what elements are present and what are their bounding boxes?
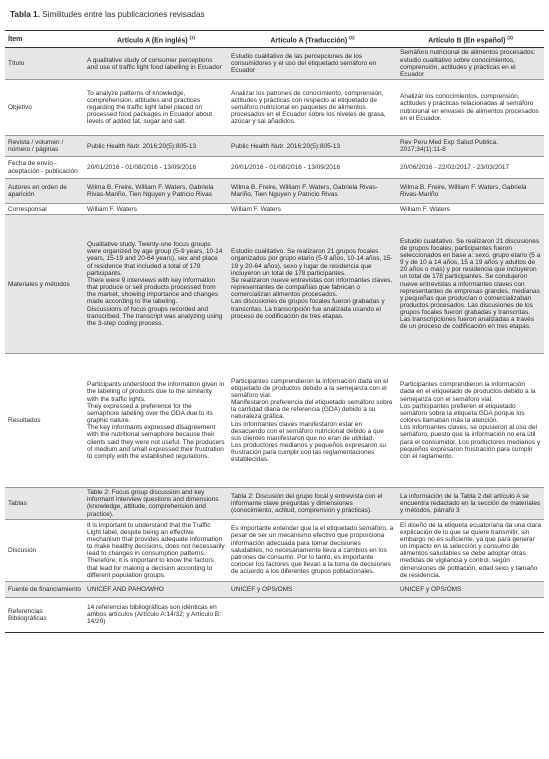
table-row <box>5 179 544 204</box>
caption-label: Tabla 1. <box>10 10 40 19</box>
table-row <box>5 204 544 215</box>
table-row <box>5 80 544 136</box>
header-article-a-tr: Artículo A (Traducción) $^{(1)}$ <box>270 35 355 45</box>
item-cell: Discusión <box>5 519 84 581</box>
header-article-b-es: Artículo B (En español) $^{(2)}$ <box>428 35 513 45</box>
article-a-tr-cell: Analizar los patrones de conocimiento, comprensión, actitudes y prácticas con respecto al etiquetado de semáforo nutricional en paquetes de alimentos procesados en el Ecuador sobre los niveles de grasa, azúcar y sal añadidos. <box>228 80 397 136</box>
article-a-tr-cell <box>228 597 397 632</box>
table-row <box>5 488 544 520</box>
table-body <box>5 48 544 632</box>
item-cell: Corresponsal <box>5 204 84 215</box>
article-a-tr-cell: Public Health Nutr. 2016;20(5):805-13 <box>228 136 397 157</box>
article-a-en-cell: Table 2: Focus group discussion and key informant interview questions and dimensions (knowledge, attitude, comprehension and practice). <box>84 488 228 520</box>
caption-text: Similitudes entre las publicaciones revisadas <box>39 10 205 19</box>
comparison-table <box>5 30 544 633</box>
item-cell: Referencias Bibliográficas <box>5 597 84 632</box>
article-a-en-cell: 20/01/2016 - 01/08/2016 - 13/09/2016 <box>84 157 228 179</box>
item-cell: Fuente de financiamiento <box>5 581 84 597</box>
item-cell: Autores en orden de aparición <box>5 179 84 204</box>
item-cell: Título <box>5 48 84 80</box>
article-b-es-cell: Estudio cualitativo. Se realizaron 21 discusiones de grupos focales; participantes fueron seleccionados en base a: sexo, grupo etario (5 a 9 y de 10 a 14 años, 15 a 19 años y adultos de 20 años o más) y por residencia que incluyeron un total de 178 participantes. Se condujeron nueve entrevistas a informantes claves con representantes de empresas grandes, medianas y pequeñas que producían o comercializaban productos procesados. Las discusiones de los grupos focales fueron grabadas y transcritas. Las transcripciones fueron analizadas a través de un proceso de codificación en tres etapas. <box>397 215 544 354</box>
header-row <box>5 31 544 48</box>
article-a-tr-cell: Es importante entender que la el etiquetado semáforo, a pesar de ser un mecanismo efectivo que proporciona información adecuada para tomar decisiones saludables, no necesariamente lleva a cambios en los patrones de consumo. Por lo tanto, es importante conocer los factores que llevan a la toma de decisiones de acuerdo a los diferentes grupos poblacionales. <box>228 519 397 581</box>
table-row <box>5 597 544 632</box>
article-b-es-cell: Analizar los conocimientos, comprensión, actitudes y prácticas relacionadas al semáforo nutricional en envases de alimentos procesados en el Ecuador. <box>397 80 544 136</box>
article-a-en-cell: To analyze patterns of knowledge, comprehension, attitudes and practices regarding the traffic light label placed on processed food packages in Ecuador about levels of added fat, sugar and salt. <box>84 80 228 136</box>
table-row <box>5 136 544 157</box>
article-b-es-cell: Wilma B. Freire, William F. Waters, Gabriela Rivas-Mariño <box>397 179 544 204</box>
article-b-es-cell: Participantes comprendieron la información dada en el etiquetado de productos debido a la semejanza con el semáforo vial. Los participantes prefieren el etiquetado semáforo sobre la etiqueta GDA porque los colores llamaban más la atención. Los informantes claves, se opusieron al uso del semáforo, puesto que la información no era útil para el consumidor. Los productores medianos y pequeños expresaron frustración para cumplir con el reglamento. <box>397 354 544 488</box>
table-row <box>5 215 544 354</box>
article-a-en-cell: William F. Waters <box>84 204 228 215</box>
article-a-tr-cell: Estudio cualitativo. Se realizaron 21 grupos focales organizados por grupo etario (5-9 años, 10-14 años, 15-19 y 20-64 años), sexo y lugar de residencia que incluyeron un total de 178 participantes. Se realizaron nueve entrevistas con informantes claves, representantes de compañías que fabrican o comercializan alimentos procesados. Las discusiones de grupos focales fueron grabadas y transcritas. La transcripción fue analizada usando el proceso de codificación de tres etapas. <box>228 215 397 354</box>
article-a-en-cell: A qualitative study of consumer perceptions and use of traffic light food labelling in Ecuador <box>84 48 228 80</box>
table-header <box>5 31 544 48</box>
article-a-en-cell: Qualitative study. Twenty-one focus groups were organized by age group (5-9 years, 10-14 years, 15-19 and 20-64 years), sex and place of residence that included a total of 178 participants. There were 9 interviews with key information that produce or sell products processed from the market, showing importance and changes made according to the labeling. Discussions of focus groups recorded and transcribed. The transcript was analyzing using the 3-step coding process. <box>84 215 228 354</box>
item-cell: Materiales y métodos <box>5 215 84 354</box>
article-a-tr-cell: 20/01/2016 - 01/08/2016 - 13/09/2016 <box>228 157 397 179</box>
article-b-es-cell: Rev Peru Med Exp Salud Publica. 2017;34(1):11-8 <box>397 136 544 157</box>
article-a-tr-cell: Wilma B. Freire, William F. Waters, Gabriela Rivas-Mariño, Tien Nguyen y Patricio Rivas <box>228 179 397 204</box>
article-a-tr-cell: UNICEF y OPS/OMS <box>228 581 397 597</box>
article-a-en-cell: Public Health Nutr. 2016;20(5):805-13 <box>84 136 228 157</box>
article-a-en-cell: It is important to understand that the Traffic Light label, despite being an effective mechanism that provides adequate information to make healthy decisions, does not necessarily lead to changes in consumption patterns. Therefore, it is important to know the factors that lead for making a decision according to different population groups. <box>84 519 228 581</box>
table-row <box>5 581 544 597</box>
article-b-es-cell: William F. Waters <box>397 204 544 215</box>
item-cell: Tablas <box>5 488 84 520</box>
item-cell: Resultados <box>5 354 84 488</box>
article-a-tr-cell: Tabla 2: Discusión del grupo focal y entrevista con el informante clave preguntas y dimensiones (conocimiento, actitud, comprensión y prácticas). <box>228 488 397 520</box>
item-cell: Fecha de envío - aceptación - publicación <box>5 157 84 179</box>
header-item: Ítem <box>8 35 23 43</box>
article-a-tr-cell: Participantes comprendieron la información dada en el etiquetado de productos debido a la semejanza con el semáforo vial. Manifestaron preferencia del etiquetado semáforo sobre la cantidad diaria de referencia (GDA) debido a su naturaleza gráfica. Los informantes claves manifestaron estar en desacuerdo con el semáforo nutricional debido a que sus clientes manifestaron que no eran de utilidad. Los productores medianos y pequeños expresaron su frustración para cumplir con las reglamentaciones establecidas. <box>228 354 397 488</box>
table-row <box>5 354 544 488</box>
header-article-a-en: Artículo A (En inglés) $^{(1)}$ <box>116 35 196 45</box>
article-a-tr-cell: William F. Waters <box>228 204 397 215</box>
article-a-tr-cell: Estudio cualitativo de las percepciones de los consumidores y el uso del etiquetado semáforo en Ecuador <box>228 48 397 80</box>
article-b-es-cell: Semáforo nutricional de alimentos procesados: estudio cualitativo sobre conocimientos, comprensión, actitudes y prácticas en el Ecuador <box>397 48 544 80</box>
item-cell: Objetivo <box>5 80 84 136</box>
table-caption <box>10 10 544 30</box>
article-b-es-cell: 20/06/2016 - 22/02/2017 - 23/03/2017 <box>397 157 544 179</box>
article-a-en-cell: 14 referencias bibliográficas son idénticas en ambos artículos (Artículo A:14/32; y Artículo B: 14/20) <box>84 597 228 632</box>
article-a-en-cell: UNICEF AND PAHO/WHO <box>84 581 228 597</box>
article-a-en-cell: Participants understood the information given in the labeling of products due to the similarity with the traffic lights. They expressed a preference for the semaphore labeling over the GDA due to its graphic nature. The key informants expressed disagreement with the nutritional semaphore because their clients said they were not useful. The producers of medium and small expressed their frustration to comply with the established regulations. <box>84 354 228 488</box>
item-cell: Revista / volumen / número / páginas <box>5 136 84 157</box>
article-a-en-cell: Wilma B. Freire, William F. Waters, Gabriela Rivas-Mariño, Tien Nguyen y Patricio Rivas <box>84 179 228 204</box>
article-b-es-cell: El diseño de la etiqueta ecuatoriana da una clara explicación de lo que se quiere transmitir, sin embargo no es suficiente, ya que para generar un impacto en la selección y consumo de alimentos saludables se debe adoptar otras medidas de vigilancia y control, según dimensiones de población, edad sexo y tamaño de residencia. <box>397 519 544 581</box>
article-b-es-cell: La información de la Tabla 2 del artículo A se encuentra redactado en la sección de materiales y métodos, párrafo 3 <box>397 488 544 520</box>
article-b-es-cell: UNICEF y OPS/OMS <box>397 581 544 597</box>
table-row <box>5 519 544 581</box>
table-row <box>5 48 544 80</box>
table-row <box>5 157 544 179</box>
article-b-es-cell <box>397 597 544 632</box>
